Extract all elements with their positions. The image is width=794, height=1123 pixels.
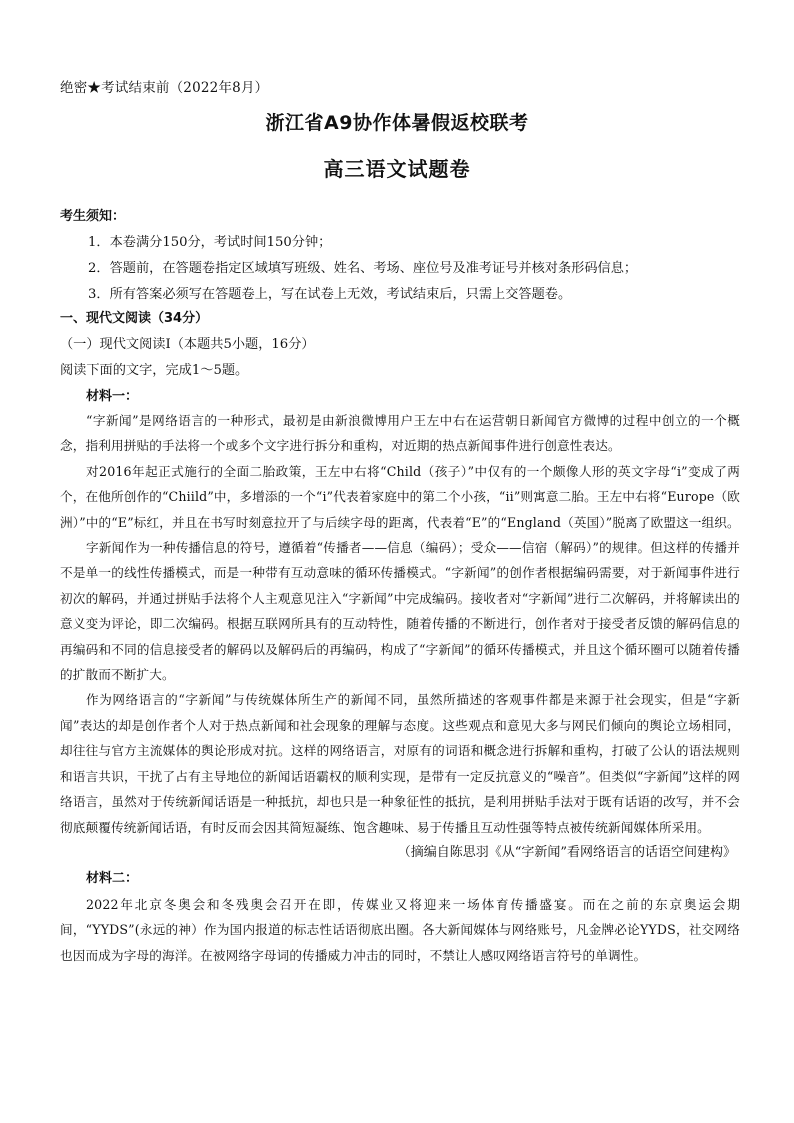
notice-heading: 考生须知： — [60, 209, 126, 224]
notice-item: 1．本卷满分150分，考试时间150分钟； — [88, 235, 332, 250]
exam-subtitle: 高三语文试题卷 — [323, 157, 471, 181]
notice-item: 2．答题前，在答题卷指定区域填写班级、姓名、考场、座位号及准考证号并核对条形码信息； — [88, 261, 638, 276]
section-sub-heading: （一）现代文阅读Ⅰ（本题共5小题，16分） — [60, 337, 315, 352]
material-2-paragraph: 2022年北京冬奥会和冬残奥会召开在即，传媒业又将迎来一场体育传播盛宴。而在之前的东京奥运会期间，“YYDS”(永远的神）作为国内报道的标志性话语彻底出圈。各大新闻媒体与网络账号，凡金牌必论YYDS，社交网络也因而成为字母的海洋。在被网络字母词的传播威力冲击的同时，不禁让人感叹网络语言符号的单调性。 — [60, 896, 740, 963]
notice-section — [60, 204, 740, 410]
exam-title: 浙江省A9协作体暑假返校联考 — [265, 112, 529, 134]
confidential-label: 绝密★考试结束前（2022年8月） — [60, 80, 269, 96]
material-1-paragraph: “字新闻”是网络语言的一种形式，最初是由新浪微博用户王左中右在运营朝日新闻官方微博的过程中创立的一个概念，指利用拼贴的手法将一个或多个文字进行拆分和重构，对近期的热点新闻事件进行创意性表达。 — [60, 413, 740, 454]
material-1-label: 材料一： — [86, 389, 139, 404]
material-1-paragraph: 作为网络语言的“字新闻”与传统媒体所生产的新闻不同，虽然所描述的客观事件都是来源于社会现实，但是“字新闻”表达的却是创作者个人对于热点新闻和社会现象的理解与态度。这些观点和意见大多与网民们倾向的舆论立场相同，却往往与官方主流媒体的舆论形成对抗。这样的网络语言，对原有的词语和概念进行拆解和重构，打破了公认的语法规则和语言共识，干扰了占有主导地位的新闻话语霸权的顺利实现，是带有一定反抗意义的“噪音”。但类似“字新闻”这样的网络语言，虽然对于传统新闻话语是一种抵抗，却也只是一种象征性的抵抗，是利用拼贴手法对于既有话语的改写，并不会彻底颠覆传统新闻话语，有时反而会因其简短凝练、饱含趣味、易于传播且互动性强等特点被传统新闻媒体所采用。 — [60, 692, 740, 835]
material-2-label: 材料二： — [86, 870, 139, 886]
material-1-body — [60, 408, 740, 968]
material-1-paragraph: 对2016年起正式施行的全面二胎政策，王左中右将“Child（孩子）”中仅有的一个颇像人形的英文字母“i”变成了两个，在他所创作的“Chiild”中，多增添的一个“i”代表着家庭中的第二个小孩，“ii”则寓意二胎。王左中右将“Europe（欧洲）”中的“E”标红，并且在书写时刻意拉开了与后续字母的距离，代表着“E”的“England（英国）”脱离了欧盟这一组织。 — [60, 463, 741, 530]
material-1-paragraph: 字新闻作为一种传播信息的符号，遵循着“传播者——信息（编码）；受众——信宿（解码）”的规律。但这样的传播并不是单一的线性传播模式，而是一种带有互动意味的循环传播模式。“字新闻”的创作者根据编码需要，对于新闻事件进行初次的解码，并通过拼贴手法将个人主观意见注入“字新闻”中完成编码。接收者对“字新闻”进行二次解码，并将解读出的意义变为评论，即二次编码。根据互联网所具有的互动特性，随着传播的不断进行，创作者对于接受者反馈的解码信息的再编码和不同的信息接受者的解码以及解码后的再编码，构成了“字新闻”的循环传播模式，并且这个循环圈可以随着传播的扩散而不断扩大。 — [60, 540, 740, 683]
material-1-source: （摘编自陈思羽《从“字新闻”看网络语言的话语空间建构》 — [397, 844, 736, 860]
section-heading: 一、现代文阅读（34分） — [60, 311, 209, 326]
notice-item: 3．所有答案必须写在答题卷上，写在试卷上无效，考试结束后，只需上交答题卷。 — [88, 287, 572, 302]
section-instruction: 阅读下面的文字，完成1～5题。 — [60, 363, 249, 378]
